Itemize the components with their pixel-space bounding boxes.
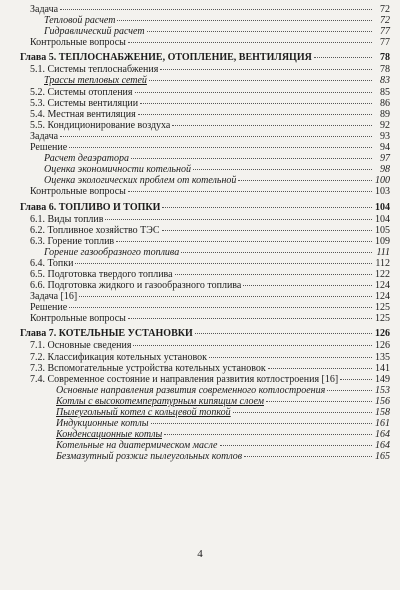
toc-entry-page: 103: [375, 186, 390, 198]
toc-entry-page: 141: [375, 362, 390, 374]
dot-leader: [69, 307, 372, 308]
toc-entry-title: 7.3. Вспомогательные устройства котельных установок: [30, 362, 266, 374]
toc-entry-page: 77: [380, 37, 390, 49]
toc-row: [20, 352, 390, 363]
toc-row: [20, 363, 390, 374]
toc-entry-page: 149: [375, 373, 390, 385]
toc-entry-title: Основные направления развития современного котлостроения: [56, 384, 326, 396]
dot-leader: [195, 333, 372, 334]
dot-leader: [266, 401, 372, 402]
toc-entry-title: Тепловой расчет: [44, 15, 116, 27]
dot-leader: [181, 252, 372, 253]
toc-entry-title: Индукционные котлы: [56, 418, 149, 430]
dot-leader: [128, 191, 372, 192]
toc-row: [20, 153, 390, 164]
dot-leader: [151, 423, 372, 424]
toc-entry-title: Глава 5. ТЕПЛОСНАБЖЕНИЕ, ОТОПЛЕНИЕ, ВЕНТИЛЯЦИЯ: [20, 52, 312, 64]
dot-leader: [314, 57, 372, 58]
toc-row: [20, 236, 390, 247]
toc-row: [20, 87, 390, 98]
toc-entry-title: Пылеугольный котел с кольцевой топкой: [56, 407, 231, 418]
toc-entry-page: 156: [375, 395, 390, 407]
dot-leader: [160, 69, 372, 70]
dot-leader: [340, 379, 372, 380]
page-number: 4: [197, 548, 203, 560]
toc-row: [20, 302, 390, 313]
dot-leader: [162, 207, 372, 208]
toc-row: [20, 109, 390, 120]
toc-entry-page: 126: [375, 340, 390, 352]
toc-entry-title: Конденсационные котлы: [56, 429, 163, 441]
dot-leader: [209, 357, 372, 358]
toc-entry-title: 5.3. Системы вентиляции: [30, 97, 139, 109]
toc-entry-title: Котлы с высокотемпературным кипящим слоем: [56, 395, 265, 407]
toc-row: [20, 313, 390, 324]
toc-entry-page: 86: [380, 97, 390, 109]
toc-row: [20, 407, 390, 418]
toc-row: [20, 258, 390, 269]
dot-leader: [162, 230, 372, 231]
toc-chapter-row: [20, 52, 390, 64]
toc-row: [20, 98, 390, 109]
dot-leader: [327, 390, 372, 391]
toc-entry-title: 6.4. Топки: [30, 257, 74, 269]
dot-leader: [220, 445, 373, 446]
toc-entry-page: 164: [375, 429, 390, 441]
dot-leader: [164, 434, 372, 435]
toc-entry-title: 6.3. Горение топлив: [30, 235, 115, 247]
dot-leader: [149, 80, 372, 81]
toc-entry-title: Гидравлический расчет: [44, 26, 145, 38]
toc-row: [20, 291, 390, 302]
toc-entry-title: 5.4. Местная вентиляция: [30, 108, 136, 120]
toc-row: [20, 186, 390, 197]
toc-entry-page: 158: [375, 407, 390, 418]
toc-entry-page: 93: [380, 130, 390, 142]
toc-row: [20, 142, 390, 153]
toc-row: [20, 64, 390, 75]
toc-entry-title: 6.2. Топливное хозяйство ТЭС: [30, 224, 160, 236]
toc-entry-page: 135: [375, 351, 390, 363]
toc-entry-title: Оценка экономичности котельной: [44, 164, 191, 176]
toc-entry-title: Задача: [30, 130, 59, 142]
dot-leader: [244, 456, 372, 457]
toc-entry-title: 7.1. Основные сведения: [30, 340, 132, 352]
toc-entry-title: Контрольные вопросы: [30, 186, 126, 198]
toc-entry-title: Безмазутный розжиг пылеугольных котлов: [56, 451, 243, 463]
toc-row: [20, 247, 390, 258]
toc-entry-page: 153: [375, 384, 390, 396]
dot-leader: [75, 263, 372, 264]
toc-entry-page: 72: [380, 15, 390, 27]
toc-entry-page: 125: [375, 313, 390, 325]
toc-row: [20, 269, 390, 280]
toc-entry-page: 164: [375, 440, 390, 452]
toc-entry-title: 5.2. Системы отопления: [30, 86, 133, 98]
dot-leader: [238, 180, 372, 181]
toc-entry-page: 94: [380, 142, 390, 154]
toc-row: [20, 26, 390, 37]
dot-leader: [105, 219, 372, 220]
dot-leader: [133, 345, 372, 346]
dot-leader: [60, 136, 372, 137]
toc-entry-page: 98: [380, 164, 390, 176]
toc-row: [20, 75, 390, 86]
toc-entry-page: 72: [380, 4, 390, 15]
toc-entry-page: 111: [376, 246, 390, 258]
toc-entry-page: 124: [375, 291, 390, 303]
toc-entry-title: Трассы тепловых сетей: [44, 75, 147, 87]
toc-entry-page: 112: [375, 257, 390, 269]
dot-leader: [117, 20, 372, 21]
toc-row: [20, 280, 390, 291]
toc-row: [20, 214, 390, 225]
toc-entry-page: 122: [375, 268, 390, 280]
toc-entry-title: 5.5. Кондиционирование воздуха: [30, 119, 171, 131]
toc-row: [20, 120, 390, 131]
toc-row: [20, 374, 390, 385]
toc-entry-page: 78: [380, 64, 390, 76]
dot-leader: [128, 318, 372, 319]
toc-row: [20, 131, 390, 142]
dot-leader: [79, 296, 372, 297]
table-of-contents: [20, 4, 390, 462]
dot-leader: [233, 412, 372, 413]
toc-entry-title: 7.4. Современное состояние и направления развития котлостроения [16]: [30, 373, 339, 385]
dot-leader: [131, 158, 372, 159]
toc-entry-title: Задача [16]: [30, 291, 78, 303]
dot-leader: [268, 368, 372, 369]
dot-leader: [116, 241, 372, 242]
toc-chapter-row: [20, 328, 390, 340]
toc-row: [20, 340, 390, 351]
dot-leader: [140, 103, 372, 104]
toc-entry-title: Решение: [30, 302, 68, 314]
toc-entry-title: Горение газообразного топлива: [44, 246, 180, 258]
dot-leader: [138, 114, 372, 115]
toc-entry-page: 124: [375, 280, 390, 292]
toc-row: [20, 440, 390, 451]
dot-leader: [135, 92, 372, 93]
toc-entry-page: 126: [375, 328, 390, 340]
dot-leader: [60, 9, 372, 10]
dot-leader: [147, 31, 372, 32]
toc-entry-page: 104: [375, 201, 390, 213]
toc-entry-page: 161: [375, 418, 390, 430]
toc-chapter-row: [20, 202, 390, 214]
toc-entry-title: Решение: [30, 142, 68, 154]
toc-row: [20, 225, 390, 236]
dot-leader: [172, 125, 372, 126]
dot-leader: [175, 274, 372, 275]
toc-entry-title: Котельные на диатермическом масле: [56, 440, 218, 452]
toc-entry-title: Глава 7. КОТЕЛЬНЫЕ УСТАНОВКИ: [20, 328, 193, 340]
toc-entry-title: 6.1. Виды топлив: [30, 213, 104, 225]
toc-row: [20, 175, 390, 186]
toc-row: [20, 385, 390, 396]
toc-entry-title: Задача: [30, 4, 59, 15]
toc-entry-title: Глава 6. ТОПЛИВО И ТОПКИ: [20, 201, 161, 213]
toc-entry-title: Оценка экологических проблем от котельной: [44, 175, 237, 187]
toc-row: [20, 396, 390, 407]
toc-row: [20, 164, 390, 175]
dot-leader: [128, 42, 372, 43]
toc-entry-page: 100: [375, 175, 390, 187]
dot-leader: [243, 285, 372, 286]
toc-row: [20, 418, 390, 429]
toc-row: [20, 4, 390, 15]
toc-entry-title: Контрольные вопросы: [30, 313, 126, 325]
toc-entry-page: 83: [380, 75, 390, 87]
toc-entry-page: 89: [380, 108, 390, 120]
dot-leader: [193, 169, 372, 170]
toc-entry-title: Контрольные вопросы: [30, 37, 126, 49]
toc-entry-page: 85: [380, 86, 390, 98]
toc-entry-page: 109: [375, 235, 390, 247]
toc-entry-page: 97: [380, 153, 390, 165]
toc-entry-title: 6.5. Подготовка твердого топлива: [30, 268, 173, 280]
toc-entry-page: 104: [375, 213, 390, 225]
dot-leader: [69, 147, 372, 148]
toc-entry-page: 165: [375, 451, 390, 463]
toc-entry-title: 7.2. Классификация котельных установок: [30, 351, 207, 363]
toc-row: [20, 451, 390, 462]
toc-entry-page: 77: [380, 26, 390, 38]
toc-entry-page: 125: [375, 302, 390, 314]
toc-entry-title: Расчет деаэратора: [44, 153, 129, 165]
toc-entry-page: 105: [375, 224, 390, 236]
toc-row: [20, 15, 390, 26]
toc-entry-title: 6.6. Подготовка жидкого и газообразного топлива: [30, 280, 242, 292]
toc-row: [20, 37, 390, 48]
toc-row: [20, 429, 390, 440]
toc-entry-page: 78: [380, 52, 390, 64]
toc-entry-page: 92: [380, 119, 390, 131]
toc-entry-title: 5.1. Системы теплоснабжения: [30, 64, 159, 76]
